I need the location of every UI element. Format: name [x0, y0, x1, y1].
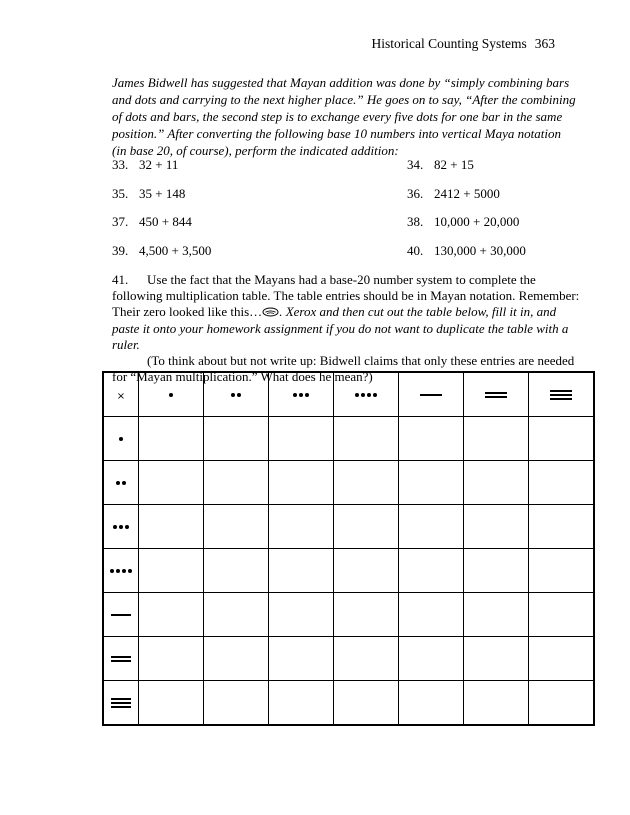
mayan-dot	[237, 393, 241, 397]
mayan-dots	[119, 437, 123, 441]
answer-cell	[464, 637, 529, 681]
answer-cell	[399, 505, 464, 549]
column-header-cell	[399, 372, 464, 417]
answer-cell	[529, 681, 595, 726]
answer-cell	[399, 681, 464, 726]
answer-cell	[399, 593, 464, 637]
answer-cell	[269, 417, 334, 461]
mayan-bar	[550, 394, 572, 396]
problem-number: 36.	[407, 185, 424, 201]
problem-expression: 10,000 + 20,000	[434, 214, 520, 230]
problem-number: 35.	[112, 185, 129, 201]
answer-cell	[269, 461, 334, 505]
mayan-dots	[113, 525, 129, 529]
mayan-dot	[367, 393, 371, 397]
mayan-numeral-15	[111, 698, 131, 708]
mayan-bar	[111, 702, 131, 704]
mayan-bar	[111, 706, 131, 708]
problem	[407, 214, 582, 243]
problem-expression: 130,000 + 30,000	[434, 243, 526, 259]
mayan-numeral-5	[111, 614, 131, 616]
answer-cell	[269, 593, 334, 637]
answer-cell	[529, 549, 595, 593]
question-instruction: . Xerox and then cut out the table below, fill it in, and paste it onto your homework assignment if you do not want to duplicate the table with a ruler.	[112, 304, 569, 352]
answer-cell	[399, 417, 464, 461]
mayan-bar	[485, 392, 507, 394]
mayan-numeral-10	[111, 656, 131, 662]
mayan-numeral-10	[485, 392, 507, 398]
table-corner-cell	[103, 372, 139, 417]
column-header-cell	[204, 372, 269, 417]
mayan-bar	[550, 390, 572, 392]
mayan-dot	[119, 525, 123, 529]
mayan-numeral-2	[231, 393, 241, 397]
answer-cell	[464, 461, 529, 505]
answer-cell	[139, 593, 204, 637]
page-number: 363	[534, 36, 555, 51]
column-header-cell	[139, 372, 204, 417]
mayan-dot	[169, 393, 173, 397]
answer-cell	[464, 593, 529, 637]
answer-cell	[334, 417, 399, 461]
answer-cell	[399, 637, 464, 681]
answer-cell	[529, 417, 595, 461]
page-header	[372, 36, 556, 52]
answer-cell	[269, 549, 334, 593]
answer-cell	[334, 681, 399, 726]
table-header-row	[103, 372, 594, 417]
mayan-numeral-3	[293, 393, 309, 397]
mayan-bar	[485, 396, 507, 398]
mayan-dots	[355, 393, 377, 397]
answer-cell	[334, 461, 399, 505]
mayan-dot	[305, 393, 309, 397]
mayan-dots	[110, 569, 132, 573]
answer-cell	[139, 417, 204, 461]
mayan-dots	[293, 393, 309, 397]
answer-cell	[334, 637, 399, 681]
mayan-numeral-2	[116, 481, 126, 485]
table-row	[103, 681, 594, 726]
problem	[407, 243, 582, 272]
problem-number: 33.	[112, 157, 129, 172]
mayan-dot	[299, 393, 303, 397]
question-41	[112, 272, 582, 385]
mayan-dot	[361, 393, 365, 397]
row-header-cell	[103, 593, 139, 637]
problem-number: 34.	[407, 157, 424, 172]
answer-cell	[269, 637, 334, 681]
table-row	[103, 549, 594, 593]
answer-cell	[269, 505, 334, 549]
problem-expression: 32 + 11	[139, 157, 179, 172]
question-number: 41.	[112, 272, 129, 287]
mayan-dot	[110, 569, 114, 573]
problem	[112, 186, 407, 215]
problem-expression: 450 + 844	[139, 214, 192, 230]
row-header-cell	[103, 505, 139, 549]
mayan-dots	[169, 393, 173, 397]
intro-paragraph: James Bidwell has suggested that Mayan addition was done by “simply combining bars and dots and carrying to the next higher place.” He goes on to say, “After the combining of dots and bars, the second step is to exchange every five dots for one bar in the same position.” After converting the following base 10 numbers into vertical Maya notation (in base 20, of course), perform the indicated addition:	[112, 75, 576, 158]
answer-cell	[529, 461, 595, 505]
problem-expression: 2412 + 5000	[434, 185, 500, 201]
mayan-dot	[113, 525, 117, 529]
mayan-bar	[111, 656, 131, 658]
answer-cell	[399, 549, 464, 593]
problem-row	[112, 214, 582, 243]
mayan-numeral-3	[113, 525, 129, 529]
mayan-bar	[111, 660, 131, 662]
answer-cell	[204, 505, 269, 549]
problem-number: 40.	[407, 243, 424, 259]
answer-cell	[204, 549, 269, 593]
mayan-numeral-5	[420, 394, 442, 396]
times-symbol: ×	[116, 390, 126, 402]
problem	[407, 157, 582, 186]
column-header-cell	[269, 372, 334, 417]
problem-number: 39.	[112, 243, 129, 259]
answer-cell	[139, 461, 204, 505]
answer-cell	[269, 681, 334, 726]
mayan-dot	[293, 393, 297, 397]
question-note: (To think about but not write up: Bidwell claims that only these entries are needed for “Mayan multiplication.” What does he mean?)	[112, 353, 575, 384]
mayan-dot	[122, 481, 126, 485]
row-header-cell	[103, 637, 139, 681]
multiplication-table	[102, 371, 595, 726]
mayan-dot	[122, 569, 126, 573]
answer-cell	[204, 637, 269, 681]
mayan-dot	[231, 393, 235, 397]
answer-cell	[204, 593, 269, 637]
column-header-cell	[464, 372, 529, 417]
problem	[112, 214, 407, 243]
mayan-dot	[116, 569, 120, 573]
answer-cell	[529, 637, 595, 681]
answer-cell	[334, 593, 399, 637]
answer-cell	[139, 549, 204, 593]
answer-cell	[464, 681, 529, 726]
problem-number: 37.	[112, 214, 129, 230]
mayan-dots	[116, 481, 126, 485]
row-header-cell	[103, 417, 139, 461]
mayan-numeral-15	[550, 390, 572, 400]
mayan-dot	[373, 393, 377, 397]
answer-cell	[139, 505, 204, 549]
problem-row	[112, 186, 582, 215]
row-header-cell	[103, 549, 139, 593]
column-header-cell	[334, 372, 399, 417]
column-header-cell	[529, 372, 595, 417]
problem-expression: 82 + 15	[434, 157, 474, 172]
answer-cell	[399, 461, 464, 505]
table-row	[103, 461, 594, 505]
problem	[112, 157, 407, 186]
answer-cell	[204, 681, 269, 726]
answer-cell	[464, 549, 529, 593]
table-row	[103, 417, 594, 461]
table-row	[103, 505, 594, 549]
answer-cell	[464, 505, 529, 549]
mayan-dot	[355, 393, 359, 397]
mayan-numeral-1	[119, 437, 123, 441]
answer-cell	[529, 593, 595, 637]
problem-number: 38.	[407, 214, 424, 230]
answer-cell	[334, 505, 399, 549]
question-text: Use the fact that the Mayans had a base-20 number system to complete the following multiplication table. The table entries should be in Mayan notation. Remember: Their zero looked like this…	[112, 272, 580, 319]
problem-expression: 35 + 148	[139, 185, 186, 201]
section-title: Historical Counting Systems	[371, 36, 527, 51]
problem	[112, 243, 407, 272]
mayan-numeral-4	[355, 393, 377, 397]
problem	[407, 186, 582, 215]
mayan-zero-shell-icon	[262, 305, 279, 321]
problem-list	[112, 157, 582, 272]
problem-row	[112, 157, 582, 186]
problem-row	[112, 243, 582, 272]
mayan-bar	[550, 398, 572, 400]
answer-cell	[529, 505, 595, 549]
table-row	[103, 637, 594, 681]
answer-cell	[204, 417, 269, 461]
answer-cell	[464, 417, 529, 461]
row-header-cell	[103, 681, 139, 726]
mayan-dot	[116, 481, 120, 485]
mayan-dots	[231, 393, 241, 397]
mayan-numeral-4	[110, 569, 132, 573]
mayan-dot	[125, 525, 129, 529]
answer-cell	[204, 461, 269, 505]
row-header-cell	[103, 461, 139, 505]
mayan-bar	[111, 614, 131, 616]
table-row	[103, 593, 594, 637]
problem-expression: 4,500 + 3,500	[139, 243, 212, 259]
answer-cell	[139, 681, 204, 726]
answer-cell	[139, 637, 204, 681]
mayan-bar	[420, 394, 442, 396]
mayan-numeral-1	[169, 393, 173, 397]
mayan-dot	[119, 437, 123, 441]
answer-cell	[334, 549, 399, 593]
mayan-dot	[128, 569, 132, 573]
mayan-bar	[111, 698, 131, 700]
